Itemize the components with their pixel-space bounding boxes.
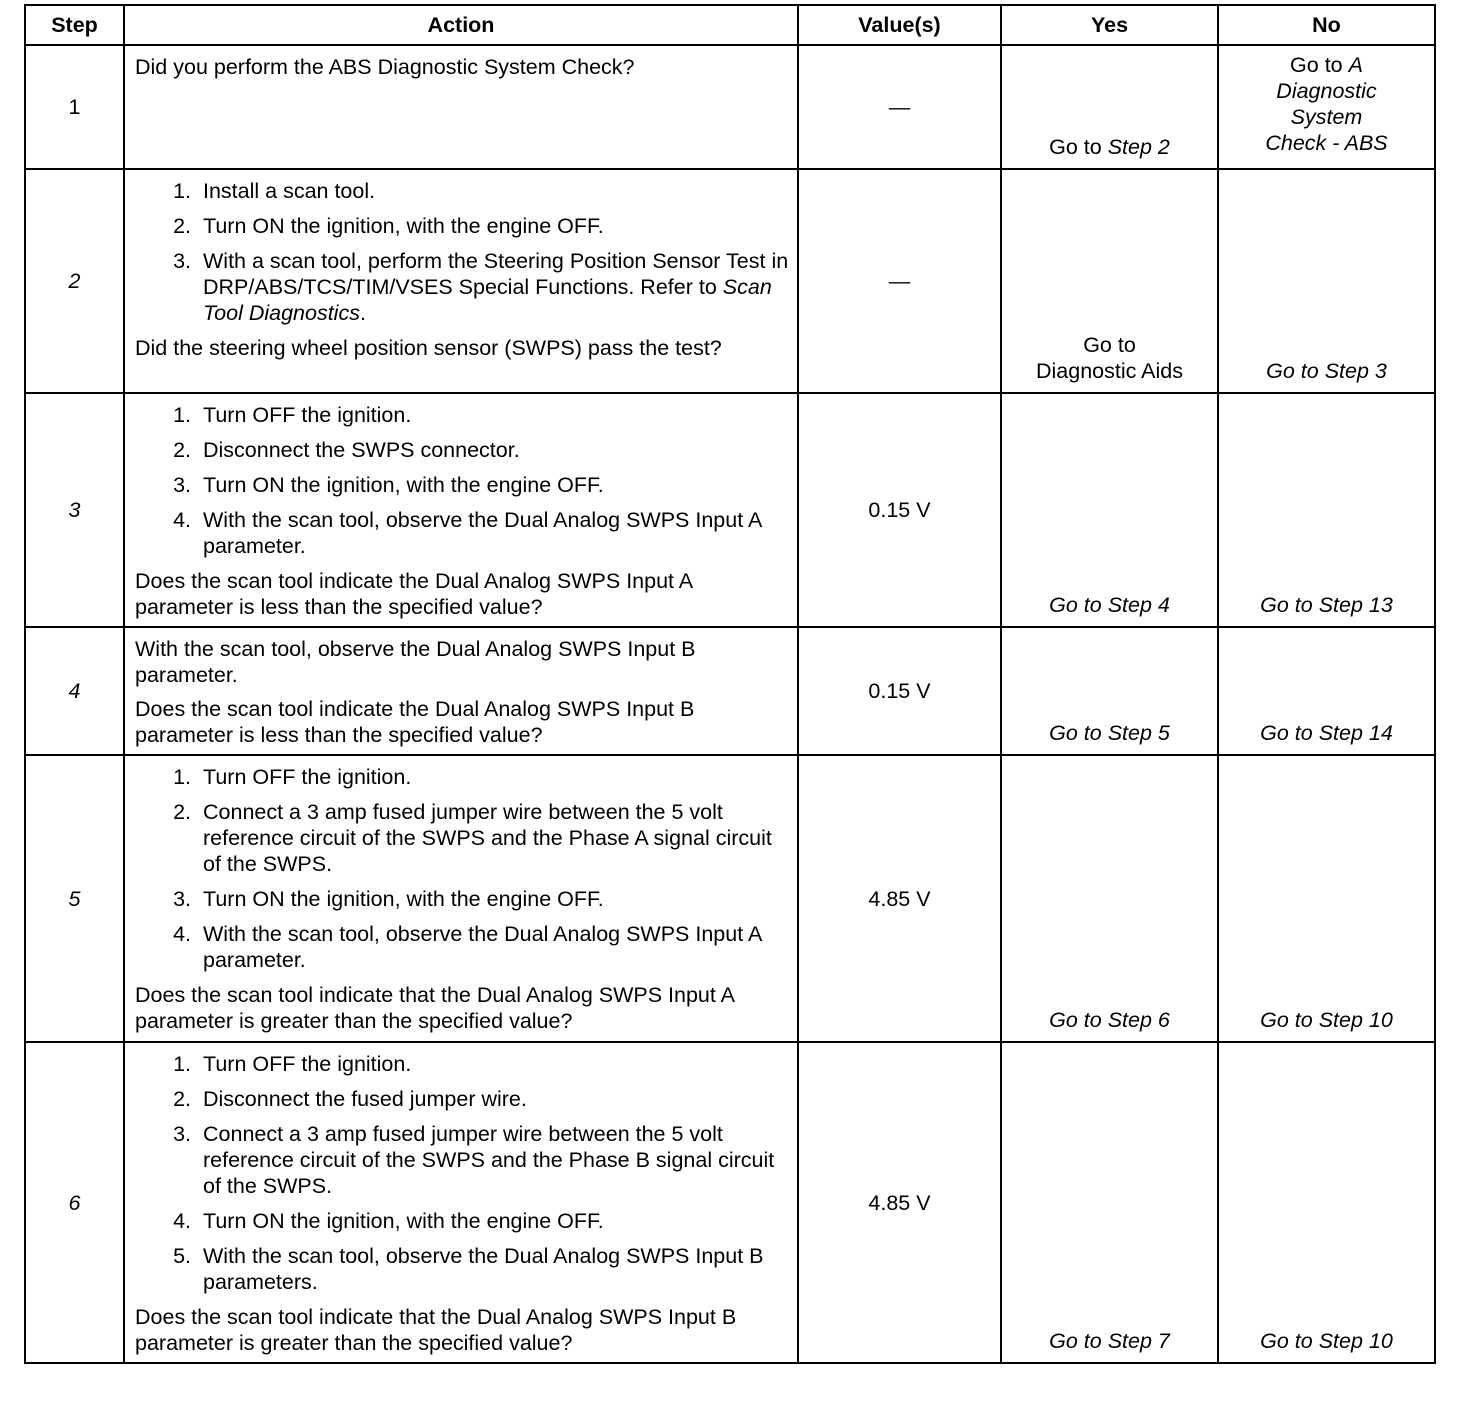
action-cell [124,627,798,755]
no-link[interactable]: Go to Step 10 [1260,1329,1393,1353]
header-row [25,5,1435,45]
list-item: 1. Turn OFF the ignition. [173,765,412,789]
diagnostic-table [24,4,1436,1364]
step-number: 3 [25,393,124,627]
table-row [25,169,1435,393]
value-cell [798,1042,1001,1363]
value-text: 4.85 V [868,886,931,911]
intro-text: With the scan tool, observe the Dual Analog SWPS Input B parameter. [135,637,696,687]
value-cell [798,393,1001,627]
table-row [25,393,1435,627]
yes-link[interactable]: Go to Step 5 [1049,721,1170,745]
list-item: 4. With the scan tool, observe the Dual Analog SWPS Input A parameter. [173,922,762,972]
list-item: 2. Connect a 3 amp fused jumper wire between the 5 volt reference circuit of the SWPS and the Phase A signal circuit of the SWPS. [173,800,772,876]
step-number: 2 [25,169,124,393]
header-yes: Yes [1001,5,1218,45]
no-link[interactable]: Go to Step 13 [1260,593,1393,617]
list-item: 3. Turn ON the ignition, with the engine OFF. [173,887,604,911]
action-cell [124,393,798,627]
value-cell [798,45,1001,169]
no-link[interactable]: Check - ABS [1265,131,1388,155]
action-cell [124,169,798,393]
question-text: Does the scan tool indicate the Dual Analog SWPS Input A parameter is less than the specified value? [135,569,692,619]
question-text: Does the scan tool indicate that the Dual Analog SWPS Input B parameter is greater than the specified value? [135,1305,737,1355]
no-link[interactable]: Go to Step 10 [1260,1008,1393,1032]
list-item: 4. With the scan tool, observe the Dual Analog SWPS Input A parameter. [173,508,762,558]
list-item: 1. Install a scan tool. [173,179,376,203]
list-item: 3. With a scan tool, perform the Steering Position Sensor Test in DRP/ABS/TCS/TIM/VSES Special Functions. Refer to Scan Tool Diagnostics. [173,249,789,325]
table-row [25,45,1435,169]
question-text: Does the scan tool indicate the Dual Analog SWPS Input B parameter is less than the specified value? [135,697,695,747]
no-link[interactable]: System [1290,105,1363,129]
no-cell [1218,169,1435,393]
list-item: 2. Disconnect the fused jumper wire. [173,1087,527,1111]
yes-link[interactable]: Diagnostic Aids [1036,359,1183,383]
table-row [25,627,1435,755]
step-number: 5 [25,755,124,1042]
value-cell [798,755,1001,1042]
no-cell [1218,393,1435,627]
action-cell [124,755,798,1042]
yes-cell [1001,1042,1218,1363]
no-link[interactable]: Diagnostic [1276,79,1377,103]
no-cell [1218,1042,1435,1363]
yes-cell [1001,393,1218,627]
yes-link[interactable]: Step 2 [1107,135,1170,159]
action-cell [124,45,798,169]
yes-link[interactable]: Go to Step 7 [1049,1329,1170,1353]
step-number: 4 [25,627,124,755]
yes-cell: Go to Step 2 [1001,45,1218,169]
list-item: 3. Connect a 3 amp fused jumper wire between the 5 volt reference circuit of the SWPS and the Phase B signal circuit of the SWPS. [173,1122,775,1198]
action-cell [124,1042,798,1363]
yes-cell: Go to Diagnostic Aids [1001,169,1218,393]
list-item: 2. Turn ON the ignition, with the engine OFF. [173,214,604,238]
no-cell [1218,627,1435,755]
value-text: — [888,269,911,293]
list-item: 3. Turn ON the ignition, with the engine OFF. [173,473,604,497]
step-number: 6 [25,1042,124,1363]
list-item: 4. Turn ON the ignition, with the engine OFF. [173,1209,604,1233]
header-no: No [1218,5,1435,45]
no-link[interactable]: Go to Step 3 [1266,359,1387,383]
list-item: 5. With the scan tool, observe the Dual Analog SWPS Input B parameters. [173,1244,764,1294]
no-link[interactable]: A [1348,53,1363,77]
question-text: Did the steering wheel position sensor (SWPS) pass the test? [135,336,722,360]
value-text: 4.85 V [868,1190,931,1215]
value-text: 0.15 V [868,679,931,703]
scan-tool-diagnostics-link[interactable]: Scan Tool Diagnostics [203,275,772,325]
list-item: 2. Disconnect the SWPS connector. [173,438,520,462]
yes-cell [1001,755,1218,1042]
question-text: Did you perform the ABS Diagnostic System Check? [135,55,635,79]
yes-link[interactable]: Go to Step 6 [1049,1008,1170,1032]
header-action: Action [124,5,798,45]
value-text: 0.15 V [868,498,931,522]
no-cell [1218,755,1435,1042]
yes-link[interactable]: Go to Step 4 [1049,593,1170,617]
no-link[interactable]: Go to Step 14 [1260,721,1393,745]
value-cell [798,169,1001,393]
list-item: 1. Turn OFF the ignition. [173,403,412,427]
value-cell [798,627,1001,755]
table-row [25,755,1435,1042]
value-text: — [888,95,911,119]
no-cell: Go to A Diagnostic System Check - ABS [1218,45,1435,169]
header-values: Value(s) [798,5,1001,45]
question-text: Does the scan tool indicate that the Dual Analog SWPS Input A parameter is greater than the specified value? [135,983,734,1033]
list-item: 1. Turn OFF the ignition. [173,1052,412,1076]
step-number: 1 [25,45,124,169]
header-step: Step [25,5,124,45]
yes-cell [1001,627,1218,755]
table-row [25,1042,1435,1363]
